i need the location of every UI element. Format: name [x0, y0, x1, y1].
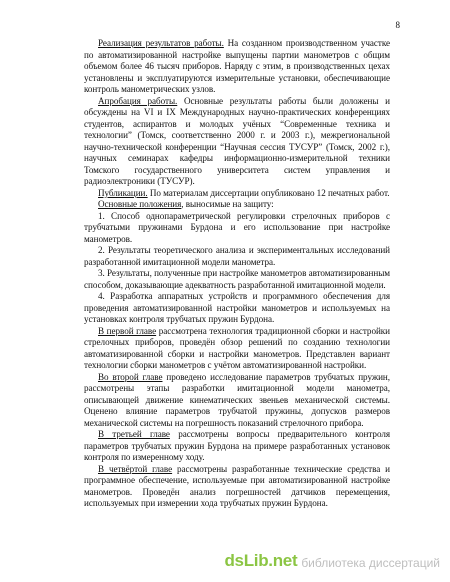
paragraph-main-provisions: [84, 199, 390, 211]
dslib-logo: dsLib.net: [224, 551, 298, 570]
paragraph-chapter-4: [84, 464, 390, 510]
publications-text: По материалам диссертации опубликовано 12 печатных работ.: [147, 187, 390, 198]
provision-text-3: 3. Результаты, полученные при настройке манометров автоматизированным способом, доказывающие адекватность разработанной имитационной модели.: [84, 268, 390, 290]
chapter-4-heading: В четвёртой главе: [98, 463, 173, 474]
paragraph-chapter-3: [84, 429, 390, 464]
chapter-2-text: проведено исследование параметров трубчатых пружин, рассмотрены этапы разработки имитационной модели манометра, описывающей движение кинематических звеньев механической системы. Оценено влияние параметров трубчатой пружины, допусков размеров механической системы на погрешность показаний стрелочного прибора.: [84, 371, 390, 428]
chapter-2-heading: Во второй главе: [98, 371, 163, 382]
provision-text-4: 4. Разработка аппаратных устройств и программного обеспечения для проведения автоматизированной настройки манометров и используемых на установках контроля трубчатых пружин Бурдона.: [84, 291, 390, 324]
main-provisions-text: , выносимые на защиту:: [181, 199, 274, 209]
main-provisions-heading: Основные положения: [98, 199, 182, 209]
provision-item-1: [84, 211, 390, 246]
chapter-3-text: рассмотрены вопросы предварительного контроля параметров трубчатых пружин Бурдона на примере разработанных установок контроля по измеренному ходу.: [84, 429, 390, 462]
provision-item-4: [84, 291, 390, 326]
paragraph-publications: [84, 188, 390, 200]
approbation-heading: Апробация работы.: [98, 95, 178, 106]
paragraph-approbation: [84, 96, 390, 188]
implementation-heading: Реализация результатов работы.: [98, 38, 224, 48]
chapter-1-text: рассмотрена технология традиционной сборки и настройки стрелочных приборов, проведён обзор решений по созданию технологии автоматизированной сборки и настройки манометров. Представлен вариант технологии сборки манометров с учётом автоматизированной настройки.: [84, 325, 391, 370]
paragraph-implementation: [84, 38, 390, 96]
dslib-watermark: [224, 551, 440, 571]
provision-text-2: 2. Результаты теоретического анализа и экспериментальных исследований разработанной имитационной модели манометра.: [84, 245, 390, 267]
approbation-text: Основные результаты работы были доложены и обсуждены на VI и IX Международных научно-практических конференциях студентов, аспирантов и молодых учёных “Современные техника и технологии” (Томск, соответственно 2000 г. и 2003 г.), межрегиональной научно-технической конференции “Научная сессия ТУСУР” (Томск, 2002 г.), научных семинарах кафедры информационно-измерительной техники Томского государственного университета систем управления и радиоэлектроники (ТУСУР).: [84, 95, 390, 186]
dslib-tagline: библиотека диссертаций: [301, 556, 440, 570]
page-number: 8: [395, 20, 400, 30]
chapter-4-text: рассмотрены разработанные технические средства и программное обеспечение, используемые при автоматизированной настройке манометров. Проведён анализ погрешностей датчиков перемещения, используемых при измерении хода трубчатых пружин Бурдона.: [84, 463, 390, 508]
implementation-text: На созданном производственном участке по автоматизированной настройке выпущены партии манометров с общим объемом более 46 тысяч приборов. Наряду с этим, в производственных цехах установлены и эксплуатируются измерительные установки, обеспечивающие контроль манометрических узлов.: [84, 38, 390, 94]
publications-heading: Публикации.: [98, 187, 148, 198]
paragraph-chapter-1: [84, 326, 390, 372]
provision-item-3: [84, 268, 390, 291]
document-body: [84, 38, 390, 510]
provision-item-2: [84, 245, 390, 268]
paragraph-chapter-2: [84, 372, 390, 430]
chapter-1-heading: В первой главе: [98, 325, 157, 336]
chapter-3-heading: В третьей главе: [98, 429, 170, 439]
provision-text-1: 1. Способ однопараметрической регулировки стрелочных приборов с трубчатыми пружинами Бурдона и его использование при настройке манометров.: [84, 210, 390, 244]
